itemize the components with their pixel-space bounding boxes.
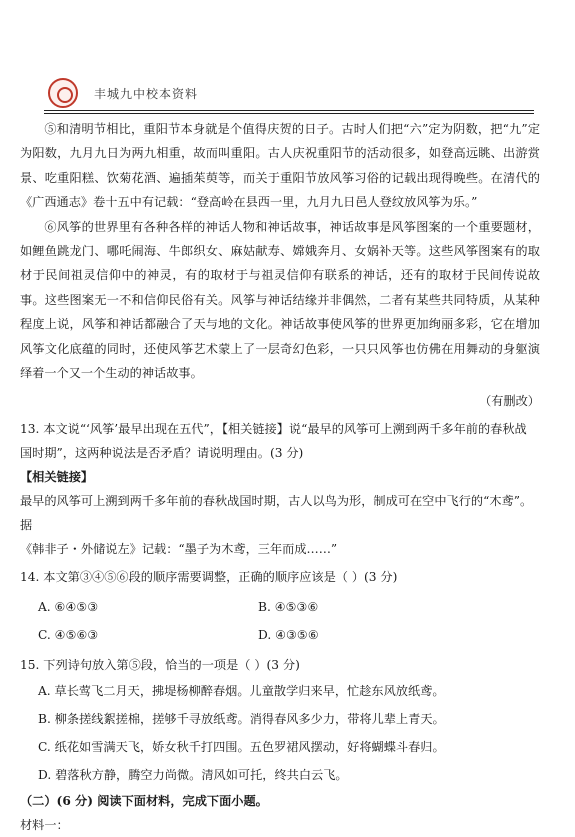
related-link-text1: 最早的风筝可上溯到两千多年前的春秋战国时期，古人以鸟为形，制成可在空中飞行的“木鸢”。据 (20, 494, 533, 533)
related-link-title: 【相关链接】 (20, 470, 94, 485)
school-name: 丰城九中校本资料 (94, 87, 199, 101)
question-14-stem: 14. 本文第③④⑤⑥段的顺序需要调整，正确的顺序应该是（ ）(3 分) (20, 570, 398, 585)
option-d: D. ④③⑤⑥ (258, 628, 319, 643)
question-15-stem: 15. 下列诗句放入第⑤段，恰当的一项是（ ）(3 分) (20, 658, 300, 673)
header-rule-thin (44, 113, 534, 114)
paragraph-6: ⑥风筝的世界里有各种各样的神话人物和神话故事，神话故事是风筝图案的一个重要题材，如鲤鱼跳龙门、哪吒闹海、牛郎织女、麻姑献寿、嫦娥奔月、女娲补天等。这些风筝图案有的取材于民间祖灵信仰中的神灵，有的取材于与祖灵信仰有联系的神话，还有的取材于民间传说故事。这些图案无一不和信仰民俗有关。风筝与神话结缘并非偶然，二者有某些共同特质，从某种程度上说，风筝和神话都融合了天与地的文化。神话故事使风筝的世界更加绚丽多彩，它在增加风筝文化底蕴的同时，还使风筝艺术蒙上了一层奇幻色彩，一只只风筝也仿佛在用舞动的身躯演绎着一个又一个生动的神话故事。 (20, 219, 540, 381)
document-body (20, 117, 540, 837)
question-13-line2: 国时期”，这两种说法是否矛盾？请说明理由。(3 分) (20, 446, 304, 461)
material-1-label: 材料一： (20, 818, 69, 833)
related-link-text2: 《韩非子・外储说左》记载：“墨子为木鸢，三年而成……” (20, 542, 338, 557)
option-b: B. ④⑤③⑥ (258, 600, 319, 615)
page-header (44, 78, 534, 110)
option-d: D. 碧落秋方静，腾空力尚微。清风如可托，终共白云飞。 (38, 768, 348, 783)
credit-note: （有删改） (479, 394, 540, 409)
question-14-options (20, 593, 540, 649)
question-13-line1: 13. 本文说“‘风筝’最早出现在五代”，【相关链接】说“最早的风筝可上溯到两千多年前的春秋战 (20, 422, 527, 437)
option-c: C. 纸花如雪满天飞，娇女秋千打四围。五色罗裙风摆动，好将蝴蝶斗春归。 (38, 740, 445, 755)
section-2-title: （二）(6 分) 阅读下面材料，完成下面小题。 (20, 794, 268, 809)
option-a: A. ⑥④⑤③ (38, 600, 99, 615)
option-c: C. ④⑤⑥③ (38, 628, 99, 643)
option-a: A. 草长莺飞二月天，拂堤杨柳醉春烟。儿童散学归来早，忙趁东风放纸鸢。 (38, 684, 445, 699)
header-rule (44, 110, 534, 111)
option-b: B. 柳条搓线絮搓棉，搓够千寻放纸鸢。消得春风多少力，带将儿辈上青天。 (38, 712, 445, 727)
paragraph-5: ⑤和清明节相比，重阳节本身就是个值得庆贺的日子。古时人们把“六”定为阴数，把“九”定为阳数，九月九日为两九相重，故而叫重阳。古人庆祝重阳节的活动很多，如登高远眺、出游赏景、吃重阳糕、饮菊花酒、遍插茱萸等，而关于重阳节放风筝习俗的记载出现得晚些。在清代的《广西通志》卷十五中有记载：“登高岭在县西一里，九月九日邑人登纹放风筝为乐。” (20, 122, 540, 210)
school-logo-icon (48, 78, 78, 108)
